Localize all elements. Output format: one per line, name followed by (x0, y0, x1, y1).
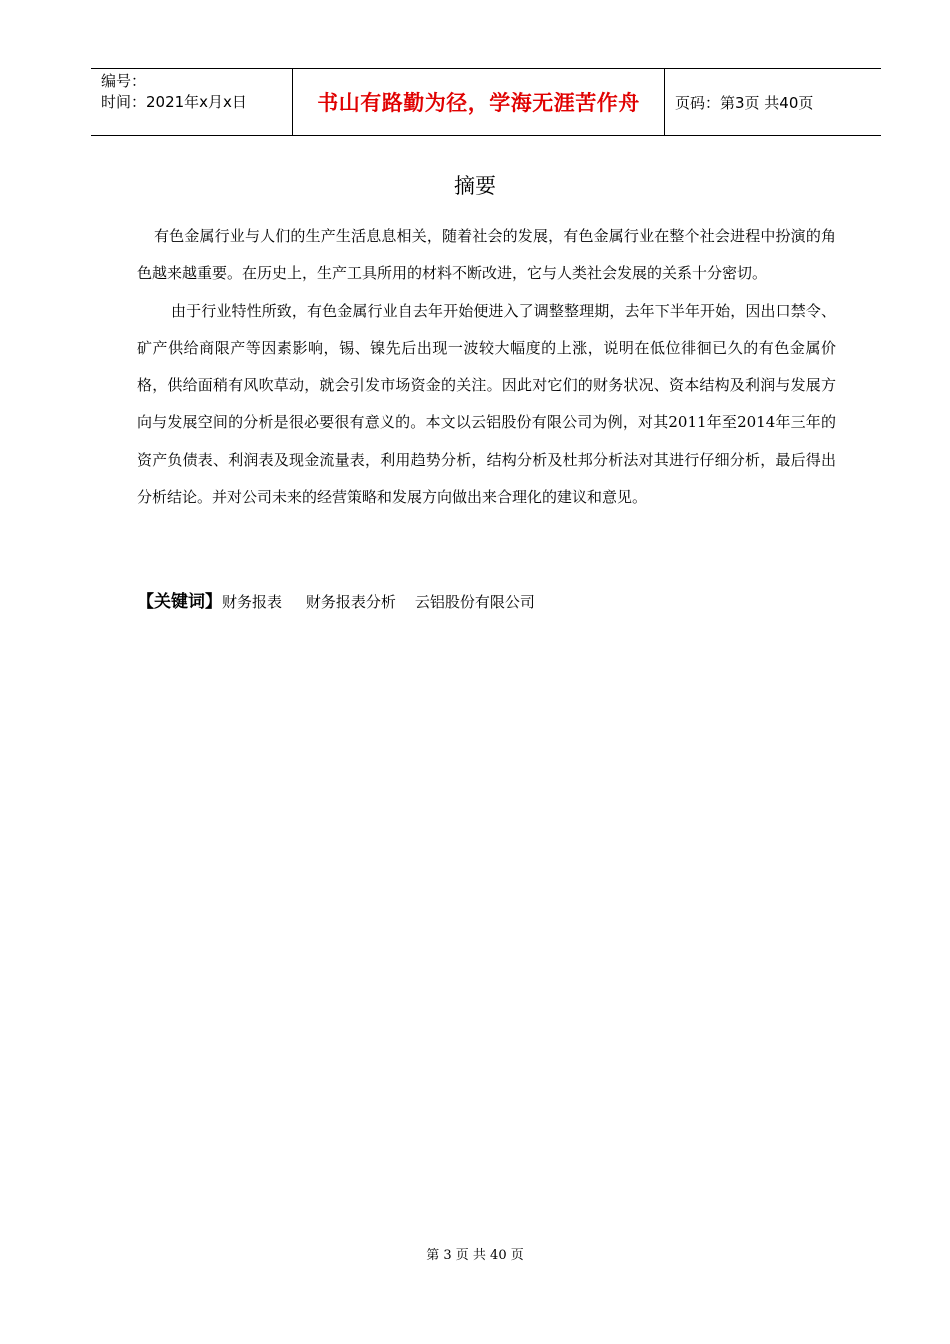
keywords-line (137, 588, 535, 616)
document-number-label: 编号： (101, 72, 147, 90)
header-table (91, 68, 881, 136)
abstract-paragraph-2: 由于行业特性所致，有色金属行业自去年开始便进入了调整整理期，去年下半年开始，因出口禁令、矿产供给商限产等因素影响，锡、镍先后出现一波较大幅度的上涨，说明在低位徘徊已久的有色金属价格，供给面稍有风吹草动，就会引发市场资金的关注。因此对它们的财务状况、资本结构及利润与发展方向与发展空间的分析是很必要很有意义的。本文以云铝股份有限公司为例，对其2011年至2014年三年的资产负债表、利润表及现金流量表，利用趋势分析，结构分析及杜邦分析法对其进行仔细分析，最后得出分析结论。并对公司未来的经营策略和发展方向做出来合理化的建议和意见。 (137, 301, 836, 507)
header-motto: 书山有路勤为径，学海无涯苦作舟 (292, 69, 665, 135)
abstract-body (137, 218, 836, 516)
header-page-info: 页码：第3页 共40页 (675, 93, 814, 112)
abstract-paragraph-1: 有色金属行业与人们的生产生活息息相关，随着社会的发展，有色金属行业在整个社会进程中扮演的角色越来越重要。在历史上，生产工具所用的材料不断改进，它与人类社会发展的关系十分密切。 (137, 227, 836, 283)
keywords-label: 【关键词】 (137, 592, 222, 612)
keywords-items: 财务报表 财务报表分析 云铝股份有限公司 (222, 593, 535, 611)
header-meta-cell (91, 69, 292, 135)
document-time-label: 时间：2021年x月x日 (101, 93, 247, 111)
page-footer: 第 3 页 共 40 页 (426, 1248, 524, 1263)
abstract-title: 摘要 (454, 174, 496, 198)
